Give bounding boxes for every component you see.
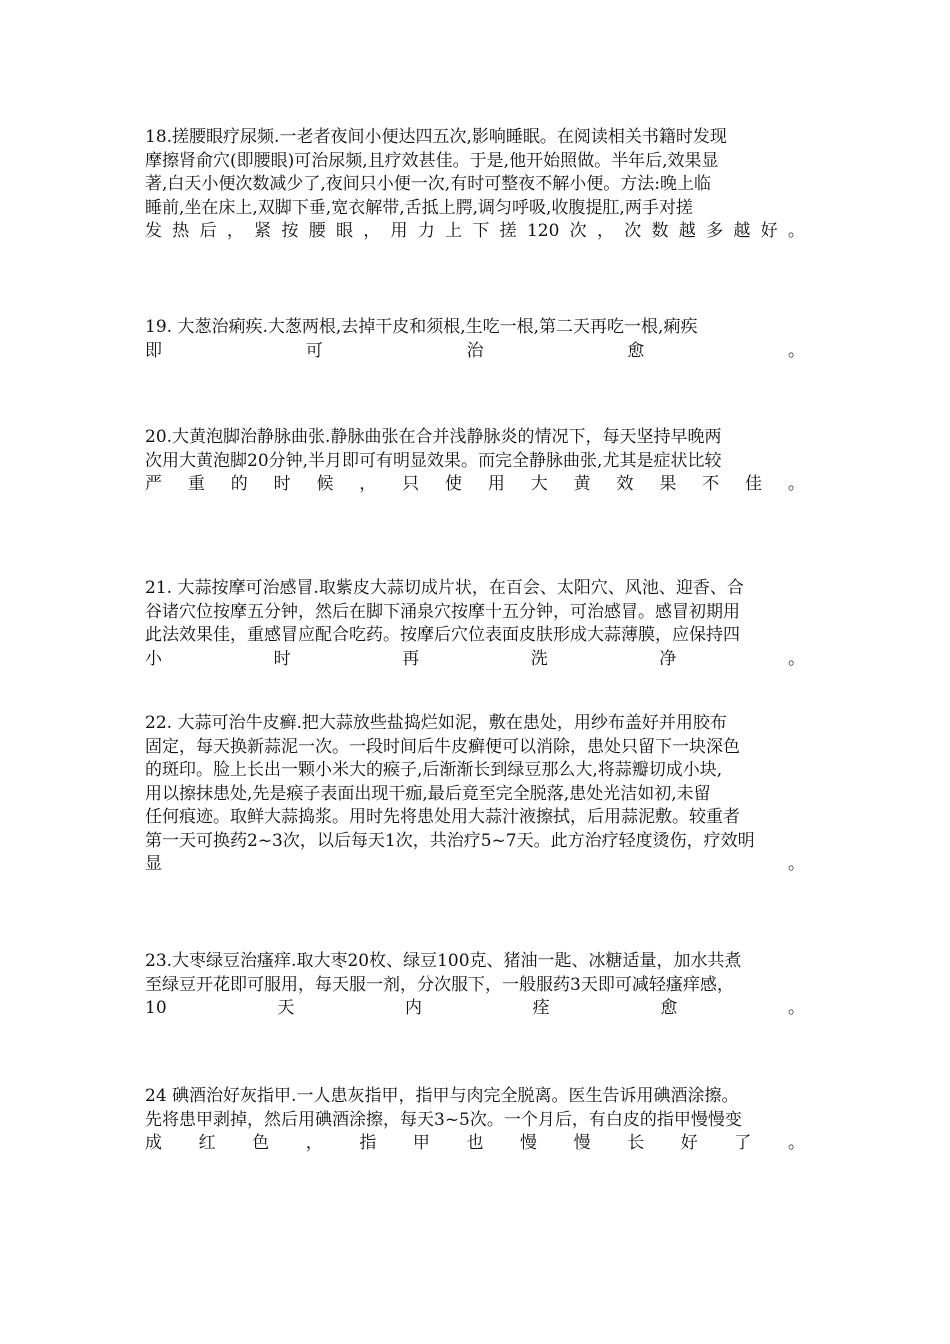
spread-char: 上 [445, 221, 463, 241]
text-line: 24 碘酒治好灰指甲.一人患灰指甲，指甲与肉完全脱离。医生告诉用碘酒涂擦。 [145, 1086, 739, 1106]
spread-char: 佳 [745, 474, 763, 494]
spread-char: 候 [316, 474, 334, 494]
spread-char: 效 [616, 474, 634, 494]
spread-char: 显 [145, 854, 162, 874]
paragraph-23 [145, 950, 805, 1021]
spread-char: ， [363, 221, 381, 241]
spread-char: 多 [706, 221, 724, 241]
spread-char: 。 [787, 1133, 805, 1153]
spread-char: 。 [787, 221, 805, 241]
spread-char: 愈 [660, 998, 678, 1018]
spread-char: 的 [230, 474, 248, 494]
spread-char: 。 [787, 648, 805, 669]
text-line: 20.大黄泡脚治静脉曲张.静脉曲张在合并浅静脉炎的情况下，每天坚持早晚两 [145, 427, 722, 447]
spread-char: 使 [445, 474, 463, 494]
spread-char: 10 [145, 998, 167, 1018]
paragraph-18 [145, 126, 805, 244]
justified-last-line [145, 853, 805, 877]
justified-last-line [145, 473, 805, 497]
paragraph-22 [145, 712, 805, 877]
spread-char: ， [305, 1133, 323, 1153]
spread-char: 。 [787, 474, 805, 494]
spread-char: 后 [199, 221, 217, 241]
spread-char: 用 [487, 474, 505, 494]
spread-char: 只 [402, 474, 420, 494]
text-line: 谷诸穴位按摩五分钟，然后在脚下涌泉穴按摩十五分钟，可治感冒。感冒初期用 [145, 601, 740, 622]
text-line: 著,白天小便次数减少了,夜间只小便一次,有时可整夜不解小便。方法:晚上临 [145, 174, 711, 194]
spread-char: 眼 [335, 221, 353, 241]
spread-char: 痊 [532, 998, 550, 1018]
spread-char: 搓 [499, 221, 517, 241]
spread-char: 次 [569, 221, 587, 241]
justified-last-line [145, 220, 805, 244]
spread-char: 即 [145, 340, 162, 361]
text-line: 用以擦抹患处,先是瘊子表面出现干痂,最后竟至完全脱落,患处光洁如初,未留 [145, 783, 711, 804]
text-line: 此法效果佳，重感冒应配合吃药。按摩后穴位表面皮肤形成大蒜薄膜，应保持四 [145, 625, 740, 645]
spread-char: 。 [788, 854, 805, 874]
spread-char: 好 [680, 1133, 698, 1153]
spread-char: 长 [627, 1133, 645, 1153]
spread-char: 。 [788, 340, 805, 361]
spread-char: 120 [526, 221, 560, 241]
spread-char: 越 [733, 221, 751, 241]
spread-char: 了 [734, 1133, 752, 1153]
spread-char: 次 [624, 221, 642, 241]
spread-char: 治 [466, 340, 484, 361]
text-line: 第一天可换药2~3次，以后每天1次，共治疗5~7天。此方治疗轻度烫伤，疗效明 [145, 830, 755, 851]
spread-char: 慢 [573, 1133, 591, 1153]
spread-char: 按 [281, 221, 299, 241]
spread-char: 力 [417, 221, 435, 241]
justified-last-line [145, 1132, 805, 1156]
spread-char: 紧 [254, 221, 272, 241]
text-line: 先将患甲剥掉，然后用碘酒涂擦，每天3~5次。一个月后，有白皮的指甲慢慢变 [145, 1109, 742, 1130]
spread-char: 小 [145, 648, 162, 669]
text-line: 摩擦肾俞穴(即腰眼)可治尿频,且疗效甚佳。于是,他开始照做。半年后,效果显 [145, 150, 719, 171]
spread-char: 时 [273, 648, 291, 669]
spread-char: 可 [305, 340, 323, 361]
paragraph-24 [145, 1085, 805, 1156]
spread-char: 重 [187, 474, 205, 494]
spread-char: 大 [530, 474, 548, 494]
spread-char: 下 [472, 221, 490, 241]
spread-char: 数 [651, 221, 669, 241]
spread-char: 指 [359, 1133, 377, 1153]
text-line: 次用大黄泡脚20分钟,半月即可有明显效果。而完全静脉曲张,尤其是症状比较 [145, 450, 722, 471]
spread-char: 色 [252, 1133, 270, 1153]
spread-char: 好 [760, 221, 778, 241]
text-line: 22. 大蒜可治牛皮癣.把大蒜放些盐捣烂如泥，敷在患处，用纱布盖好并用胶布 [145, 713, 727, 733]
spread-char: 不 [702, 474, 720, 494]
text-line: 21. 大蒜按摩可治感冒.取紫皮大蒜切成片状，在百会、太阳穴、风池、迎香、合 [145, 578, 744, 598]
spread-char: 洗 [530, 648, 548, 669]
spread-char: 用 [390, 221, 408, 241]
spread-char: 天 [277, 998, 295, 1018]
text-line: 23.大枣绿豆治瘙痒.取大枣20枚、绿豆100克、猪油一匙、冰糖适量，加水共煮 [145, 951, 742, 971]
justified-last-line [145, 340, 805, 364]
paragraph-19 [145, 316, 805, 363]
spread-char: 内 [404, 998, 422, 1018]
text-line: 的斑印。脸上长出一颗小米大的瘊子,后渐渐长到绿豆那么大,将蒜瓣切成小块, [145, 760, 723, 780]
spread-char: 发 [145, 221, 162, 241]
spread-char: 时 [273, 474, 291, 494]
text-line: 固定，每天换新蒜泥一次。一段时间后牛皮癣便可以消除，患处只留下一块深色 [145, 736, 740, 757]
text-line: 18.搓腰眼疗尿频.一老者夜间小便达四五次,影响睡眠。在阅读相关书籍时发现 [145, 127, 727, 147]
spread-char: 果 [659, 474, 677, 494]
spread-char: 。 [788, 998, 805, 1018]
spread-char: 热 [172, 221, 190, 241]
paragraph-21 [145, 577, 805, 671]
text-line: 至绿豆开花即可服用，每天服一剂，分次服下，一般服药3天即可减轻瘙痒感， [145, 974, 734, 995]
spread-char: 也 [466, 1133, 484, 1153]
text-line: 睡前,坐在床上,双脚下垂,宽衣解带,舌抵上腭,调匀呼吸,收腹提肛,两手对搓 [145, 197, 693, 218]
spread-char: 甲 [412, 1133, 430, 1153]
spread-char: 再 [402, 648, 420, 669]
justified-last-line [145, 648, 805, 672]
spread-char: 红 [198, 1133, 216, 1153]
text-line: 任何痕迹。取鲜大蒜捣浆。用时先将患处用大蒜汁液擦拭，后用蒜泥敷。较重者 [145, 807, 740, 827]
spread-char: 严 [145, 474, 162, 494]
spread-char: ， [359, 474, 377, 494]
spread-char: 愈 [627, 340, 645, 361]
text-line: 19. 大葱治痢疾.大葱两根,去掉干皮和须根,生吃一根,第二天再吃一根,痢疾 [145, 317, 698, 337]
spread-char: 成 [145, 1133, 162, 1153]
spread-char: ， [226, 221, 244, 241]
justified-last-line [145, 997, 805, 1021]
spread-char: 慢 [520, 1133, 538, 1153]
spread-char: 腰 [308, 221, 326, 241]
spread-char: 黄 [573, 474, 591, 494]
spread-char: ， [596, 221, 614, 241]
spread-char: 净 [659, 648, 677, 669]
spread-char: 越 [678, 221, 696, 241]
paragraph-20 [145, 426, 805, 497]
